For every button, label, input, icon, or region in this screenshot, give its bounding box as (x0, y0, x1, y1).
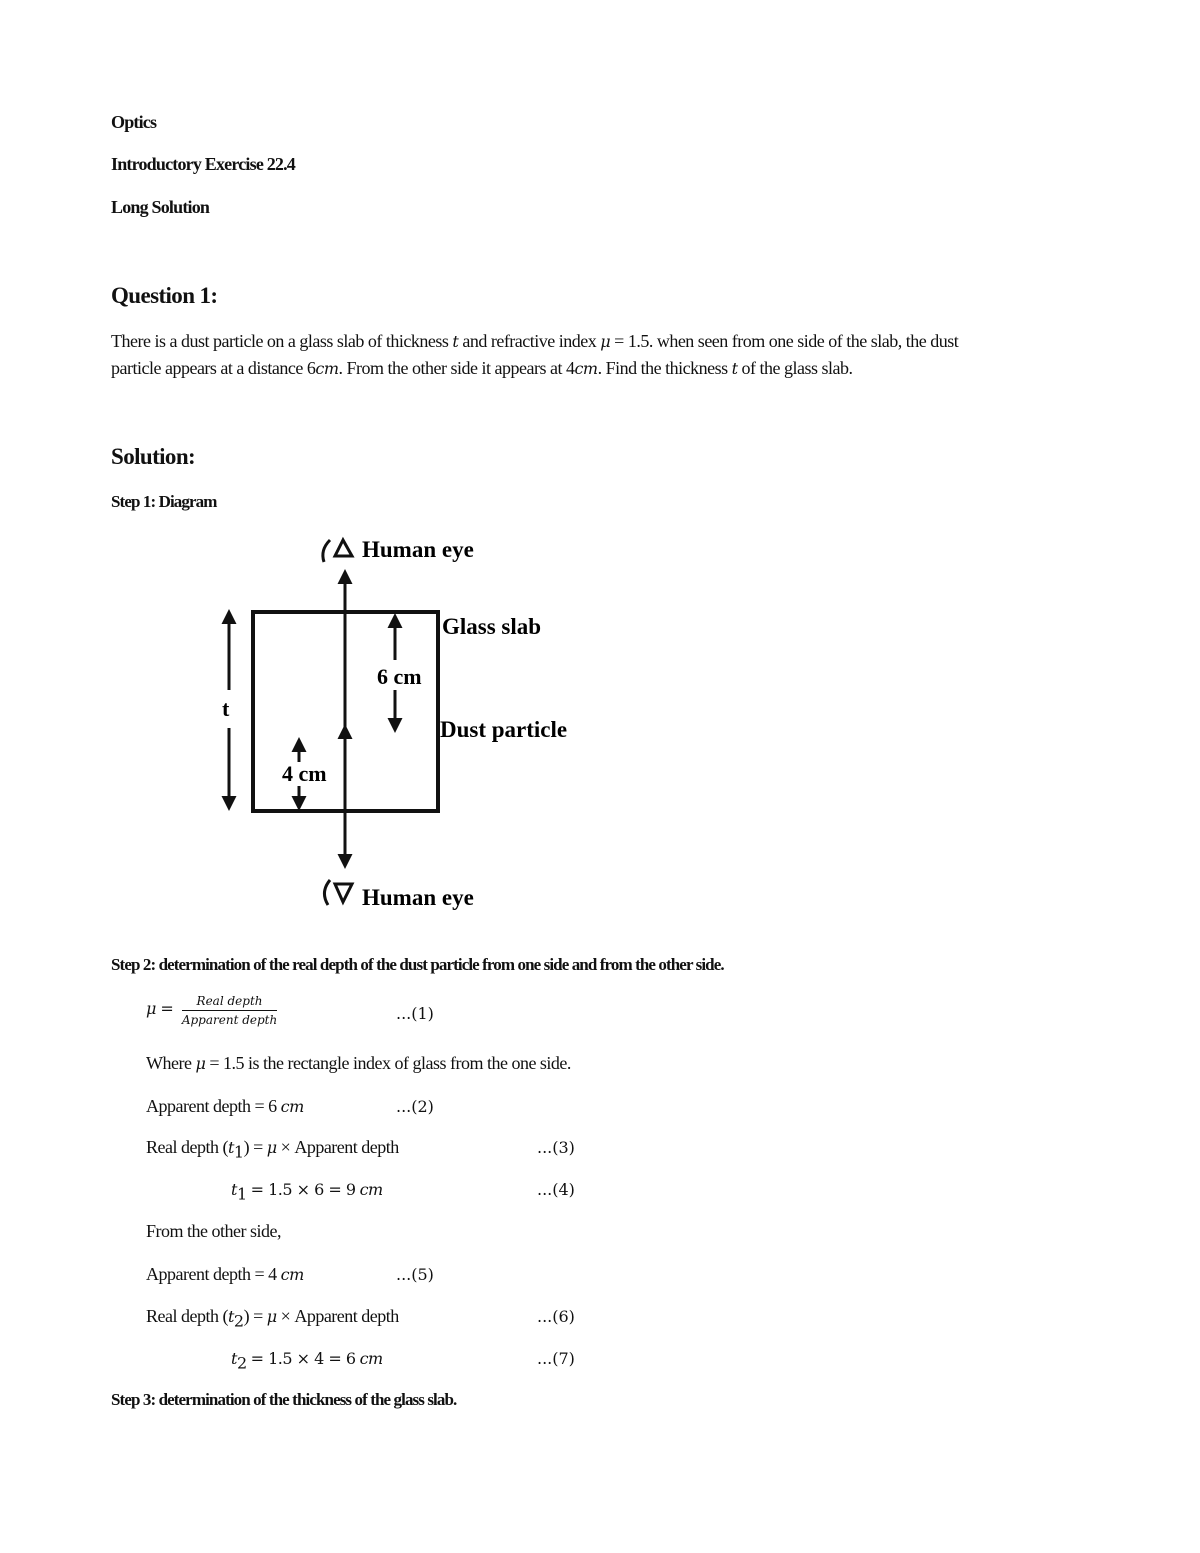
t-label: t (222, 696, 230, 721)
solution-heading: Solution: (111, 444, 196, 469)
equation-1: μ = $\frac{\text{Real depth}}{\text{Apparent depth}}$ (146, 994, 278, 1027)
four-cm-label: 4 cm (282, 761, 327, 786)
top-eye-label: Human eye (362, 537, 474, 562)
bottom-eye-label: Human eye (362, 885, 474, 910)
six-cm-label: 6 cm (377, 664, 422, 689)
real-depth-1: Real depth $(t_1) = \mu$ × Apparent depth (146, 1137, 399, 1162)
calc-t2: $t_2 = 1.5 \times 4 = 6$ cm (231, 1349, 383, 1373)
eq-ref-7: ...(7) (537, 1349, 575, 1368)
eq-ref-5: ...(5) (396, 1265, 434, 1284)
bottom-eye-icon (324, 880, 352, 905)
other-side-line: From the other side, (146, 1221, 281, 1241)
top-eye-icon (323, 540, 352, 562)
step-3-heading: Step 3: determination of the thickness of the glass slab. (111, 1390, 457, 1409)
step-1-heading: Step 1: Diagram (111, 492, 217, 511)
real-depth-2: Real depth $(t_2) = \mu$ × Apparent depth (146, 1306, 399, 1331)
question-line-1: There is a dust particle on a glass slab of thickness t and refractive index μ = 1.5. when seen from one side of the slab, the dust (111, 331, 959, 351)
eq-ref-2: ...(2) (396, 1097, 434, 1116)
subject-title: Optics (111, 112, 157, 132)
eq-ref-3: ...(3) (537, 1138, 575, 1157)
eq-ref-6: ...(6) (537, 1307, 575, 1326)
eq-ref-1: ...(1) (396, 1004, 434, 1023)
dust-particle-label: Dust particle (440, 717, 568, 742)
apparent-depth-2: Apparent depth = 4 cm (146, 1264, 304, 1284)
step-2-heading: Step 2: determination of the real depth of the dust particle from one side and from the other side. (111, 955, 724, 974)
fraction: $\frac{\text{Real depth}}{\text{Apparent depth}}$ (181, 994, 278, 1027)
question-heading: Question 1: (111, 283, 218, 308)
where-line: Where μ = 1.5 is the rectangle index of glass from the one side. (146, 1053, 571, 1073)
solution-type: Long Solution (111, 197, 210, 217)
glass-slab-label: Glass slab (442, 614, 542, 639)
calc-t1: $t_1 = 1.5 \times 6 = 9$ cm (231, 1180, 383, 1204)
exercise-title: Introductory Exercise 22.4 (111, 154, 296, 174)
question-line-2: particle appears at a distance 6cm. From the other side it appears at 4cm. Find the thickness t of the glass slab. (111, 358, 853, 378)
eq-ref-4: ...(4) (537, 1180, 575, 1199)
apparent-depth-1: Apparent depth = 6 cm (146, 1096, 304, 1116)
